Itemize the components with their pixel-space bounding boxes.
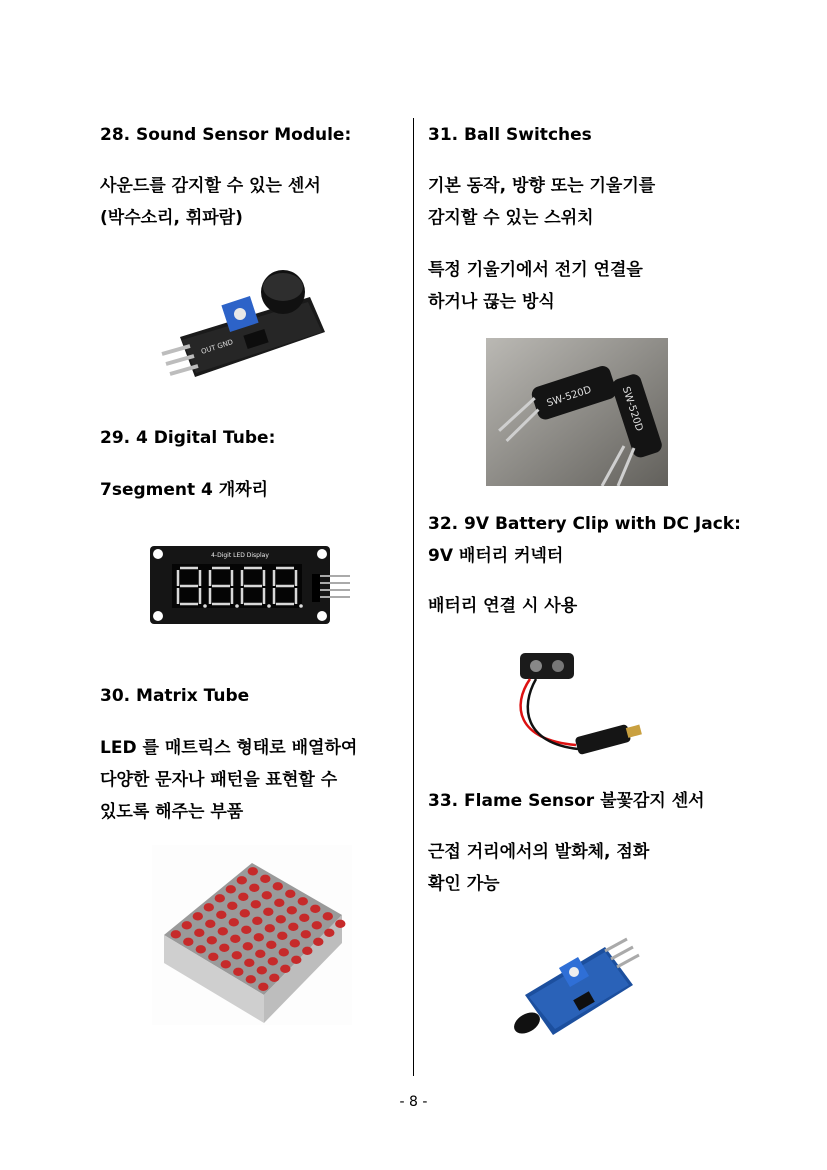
led-dot bbox=[276, 915, 286, 923]
section-31-desc-line3: 특정 기울기에서 전기 연결을 bbox=[428, 260, 643, 280]
digital-tube-display-image bbox=[150, 546, 360, 626]
section-31-desc-line1: 기본 동작, 방향 또는 기울기를 bbox=[428, 176, 656, 196]
led-dot bbox=[207, 936, 217, 944]
led-dot bbox=[277, 932, 287, 940]
led-dot bbox=[324, 929, 334, 937]
section-32-desc-line2: 배터리 연결 시 사용 bbox=[428, 596, 578, 616]
led-dot bbox=[208, 953, 218, 961]
led-dot bbox=[288, 923, 298, 931]
section-33-desc-line1: 근접 거리에서의 발화체, 점화 bbox=[428, 842, 650, 862]
led-dot bbox=[251, 900, 261, 908]
section-33-desc-line2: 확인 가능 bbox=[428, 874, 500, 894]
section-28-desc-line1: 사운드를 감지할 수 있는 센서 bbox=[100, 176, 321, 196]
led-dot bbox=[227, 902, 237, 910]
led-dot bbox=[310, 905, 320, 913]
led-dot bbox=[285, 890, 295, 898]
led-dot bbox=[205, 920, 215, 928]
led-dot bbox=[312, 921, 322, 929]
section-29-title: 29. 4 Digital Tube: bbox=[100, 428, 276, 448]
led-dot bbox=[233, 968, 243, 976]
led-dot bbox=[237, 876, 247, 884]
ball-switch-label-2: SW-520D bbox=[619, 385, 645, 433]
led-dot bbox=[204, 903, 214, 911]
led-dot bbox=[254, 933, 264, 941]
led-dot bbox=[193, 912, 203, 920]
led-dot bbox=[279, 948, 289, 956]
led-dot bbox=[230, 935, 240, 943]
led-dot bbox=[248, 867, 258, 875]
section-28-desc-line2: (박수소리, 휘파람) bbox=[100, 208, 243, 228]
led-dot bbox=[273, 882, 283, 890]
led-dot bbox=[232, 951, 242, 959]
led-dot bbox=[298, 897, 308, 905]
section-30-desc-line2: 다양한 문자나 패턴을 표현할 수 bbox=[100, 770, 338, 790]
led-dot bbox=[265, 924, 275, 932]
led-dot bbox=[244, 959, 254, 967]
led-dot bbox=[263, 908, 273, 916]
led-dot bbox=[274, 899, 284, 907]
led-dot bbox=[268, 957, 278, 965]
section-28-title: 28. Sound Sensor Module: bbox=[100, 125, 352, 145]
led-dot bbox=[216, 911, 226, 919]
flame-sensor-image bbox=[505, 915, 647, 1050]
led-dot bbox=[313, 938, 323, 946]
led-dot bbox=[290, 939, 300, 947]
section-29-desc-line1: 7segment 4 개짜리 bbox=[100, 480, 269, 500]
led-dot bbox=[262, 891, 272, 899]
led-dot bbox=[219, 944, 229, 952]
led-dot bbox=[302, 947, 312, 955]
section-32-title: 32. 9V Battery Clip with DC Jack: bbox=[428, 514, 741, 534]
led-dot bbox=[255, 950, 265, 958]
ball-switch-image bbox=[486, 338, 668, 486]
led-dot bbox=[252, 917, 262, 925]
led-dot bbox=[266, 941, 276, 949]
led-dot bbox=[287, 906, 297, 914]
led-dot bbox=[323, 912, 333, 920]
led-dot bbox=[243, 942, 253, 950]
led-dot bbox=[240, 909, 250, 917]
led-dot bbox=[257, 966, 267, 974]
sound-sensor-module-image bbox=[160, 262, 330, 392]
led-matrix-image bbox=[152, 845, 352, 1025]
battery-clip-image bbox=[506, 645, 646, 765]
display-label: 4-Digit LED Display bbox=[211, 552, 269, 559]
led-dot bbox=[171, 930, 181, 938]
section-33-title: 33. Flame Sensor 불꽃감지 센서 bbox=[428, 791, 705, 811]
section-31-desc-line2: 감지할 수 있는 스위치 bbox=[428, 208, 594, 228]
led-dot bbox=[258, 983, 268, 991]
led-dot bbox=[291, 956, 301, 964]
led-dot bbox=[246, 975, 256, 983]
page-number: - 8 - bbox=[399, 1094, 428, 1110]
svg-text:OUT GND: OUT GND bbox=[200, 338, 235, 356]
led-dot bbox=[301, 930, 311, 938]
led-dot bbox=[299, 914, 309, 922]
ball-switch-label-1: SW-520D bbox=[545, 384, 593, 410]
led-dot bbox=[182, 921, 192, 929]
section-32-desc-line1: 9V 배터리 커넥터 bbox=[428, 546, 564, 566]
section-30-desc-line1: LED 를 매트릭스 형태로 배열하여 bbox=[100, 738, 358, 758]
led-dot bbox=[183, 938, 193, 946]
led-dot bbox=[221, 960, 231, 968]
section-31-title: 31. Ball Switches bbox=[428, 125, 592, 145]
led-dot bbox=[215, 894, 225, 902]
led-dot bbox=[249, 884, 259, 892]
led-dot bbox=[196, 945, 206, 953]
section-31-desc-line4: 하거나 끊는 방식 bbox=[428, 292, 555, 312]
led-dot bbox=[226, 885, 236, 893]
led-dot bbox=[241, 926, 251, 934]
led-dot bbox=[335, 920, 345, 928]
led-dot bbox=[229, 918, 239, 926]
led-dot bbox=[218, 927, 228, 935]
section-30-desc-line3: 있도록 해주는 부품 bbox=[100, 802, 244, 822]
led-dot bbox=[238, 893, 248, 901]
led-dot bbox=[194, 929, 204, 937]
section-30-title: 30. Matrix Tube bbox=[100, 686, 250, 706]
led-dot bbox=[269, 974, 279, 982]
led-dot bbox=[260, 875, 270, 883]
column-divider bbox=[413, 118, 414, 1076]
led-dot bbox=[280, 965, 290, 973]
